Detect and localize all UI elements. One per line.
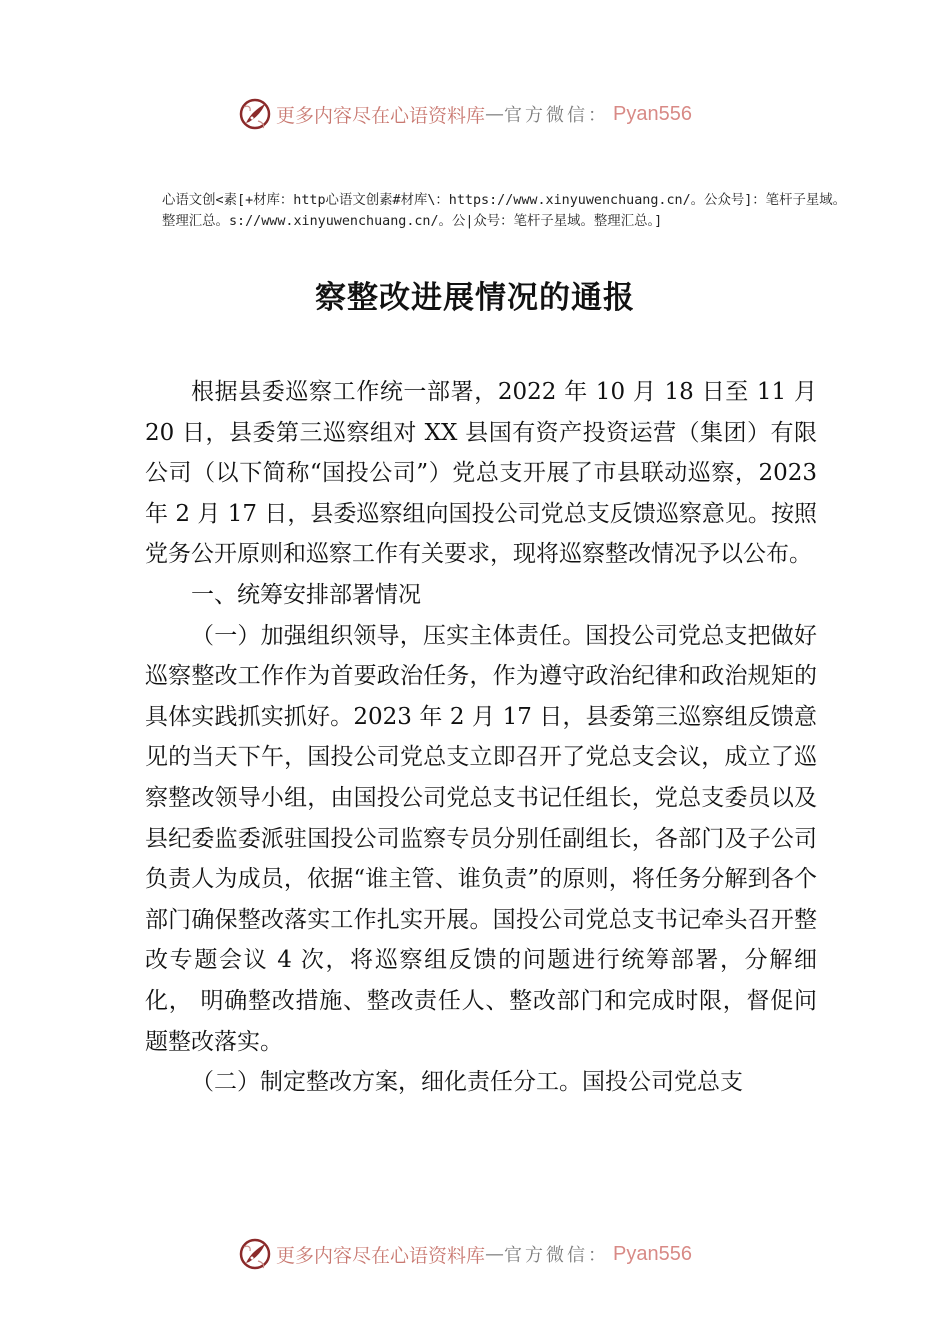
quill-pen-logo-icon: [238, 97, 272, 131]
banner-official-label: 官方微信：: [504, 105, 610, 126]
source-note: 心语文创<素[+材库：http心语文创素#材库\：https://www.xinyuwenchuang.cn/。公众号]：笔杆子星域。整理汇总。s://www.xinyuwenchuang.cn/。公|众号：笔杆子星域。整理汇总。]: [162, 193, 847, 229]
footer-banner: [238, 1236, 728, 1272]
header-banner: [238, 96, 728, 132]
quill-pen-logo-icon: [238, 1237, 272, 1271]
paragraph-section-1-2: （二）制定整改方案，细化责任分工。国投公司党总支: [191, 1069, 743, 1096]
paragraph-intro: 根据县委巡察工作统一部署，2022 年 10 月 18 日至 11 月 20 日，县委第三巡察组对 XX 县国有资产投资运营（集团）有限公司（以下简称“国投公司”）党总支开展了市县联动巡察，2023 年 2 月 17 日，县委巡察组向国投公司党总支反馈巡察意见。按照党务公开原则和巡察工作有关要求，现将巡察整改情况予以公布。: [145, 379, 817, 568]
banner-main-text: 更多内容尽在心语资料库: [276, 1244, 486, 1267]
document-body: [145, 372, 817, 1103]
section-heading-1: 一、统筹安排部署情况: [191, 581, 421, 608]
document-title: 察整改进展情况的通报: [315, 280, 635, 316]
banner-wechat-id: Pyan556: [613, 1242, 692, 1265]
banner-official-label: 官方微信：: [504, 1245, 610, 1266]
paragraph-section-1-1: （一）加强组织领导，压实主体责任。国投公司党总支把做好巡察整改工作作为首要政治任务，作为遵守政治纪律和政治规矩的具体实践抓实抓好。2023 年 2 月 17 日，县委第三巡察组反馈意见的当天下午，国投公司党总支立即召开了党总支会议，成立了巡察整改领导小组，由国投公司党总支书记任组长，党总支委员以及县纪委监委派驻国投公司监察专员分别任副组长，各部门及子公司负责人为成员，依据“谁主管、谁负责”的原则，将任务分解到各个部门确保整改落实工作扎实开展。国投公司党总支书记牵头召开整改专题会议 4 次，将巡察组反馈的问题进行统筹部署，分解细化， 明确整改措施、整改责任人、整改部门和完成时限，督促问题整改落实。: [145, 622, 817, 1055]
banner-main-text: 更多内容尽在心语资料库: [276, 104, 486, 127]
banner-dash: —: [485, 1243, 505, 1265]
banner-wechat-id: Pyan556: [613, 102, 692, 125]
banner-dash: —: [485, 103, 505, 125]
